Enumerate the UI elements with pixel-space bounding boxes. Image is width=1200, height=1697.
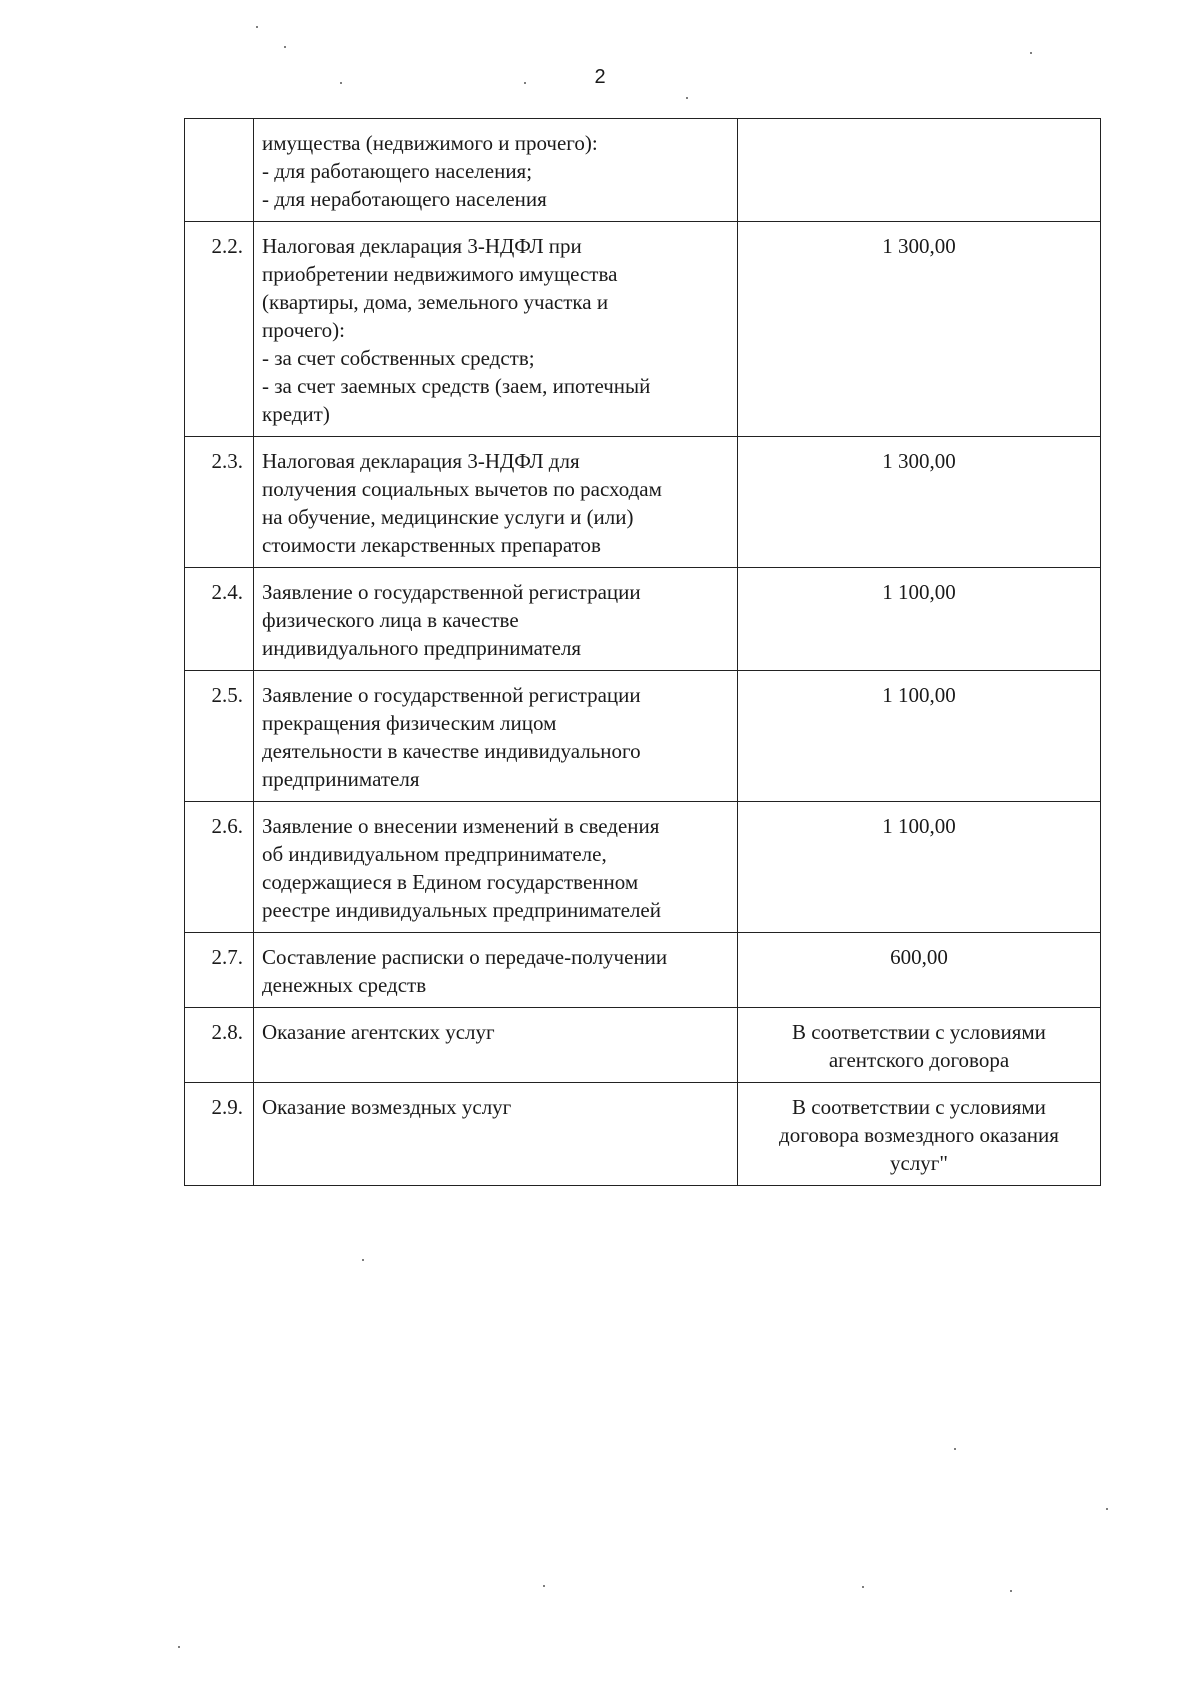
table-row [185, 802, 1101, 933]
row-number: 2.2. [185, 222, 254, 437]
scan-speck [1010, 1590, 1012, 1592]
row-number: 2.9. [185, 1083, 254, 1186]
service-description [254, 1008, 738, 1083]
table-row [185, 933, 1101, 1008]
service-price [738, 1008, 1101, 1083]
scan-speck [686, 97, 688, 99]
scan-speck [340, 82, 342, 84]
description-line: Заявление о государственной регистрации [262, 683, 641, 707]
table-row [185, 568, 1101, 671]
table-row [185, 119, 1101, 222]
row-number: 2.8. [185, 1008, 254, 1083]
scan-speck [862, 1586, 864, 1588]
price-line: 1 100,00 [882, 814, 956, 838]
service-price [738, 1083, 1101, 1186]
table-row [185, 437, 1101, 568]
price-line: 1 300,00 [882, 449, 956, 473]
service-price [738, 437, 1101, 568]
price-table-body [185, 119, 1101, 1186]
description-line: на обучение, медицинские услуги и (или) [262, 505, 634, 529]
table-row [185, 222, 1101, 437]
description-line: прекращения физическим лицом [262, 711, 557, 735]
price-line: В соответствии с условиями [792, 1095, 1046, 1119]
row-number: 2.3. [185, 437, 254, 568]
table-row [185, 1083, 1101, 1186]
description-line: Оказание возмездных услуг [262, 1095, 512, 1119]
row-number: 2.6. [185, 802, 254, 933]
row-number: 2.5. [185, 671, 254, 802]
description-line: приобретении недвижимого имущества [262, 262, 618, 286]
description-line: Налоговая декларация 3-НДФЛ для [262, 449, 580, 473]
service-price [738, 933, 1101, 1008]
description-line: Налоговая декларация 3-НДФЛ при [262, 234, 582, 258]
description-line: стоимости лекарственных препаратов [262, 533, 601, 557]
service-price [738, 222, 1101, 437]
description-line: содержащиеся в Едином государственном [262, 870, 639, 894]
scan-speck [178, 1646, 180, 1648]
scan-speck [954, 1448, 956, 1450]
scan-speck [1030, 52, 1032, 54]
price-line: агентского договора [828, 1048, 1010, 1072]
service-price [738, 671, 1101, 802]
description-line: имущества (недвижимого и прочего): [262, 131, 598, 155]
description-line: физического лица в качестве [262, 608, 519, 632]
description-line: прочего): [262, 318, 345, 342]
scan-speck [284, 46, 286, 48]
description-line: об индивидуальном предпринимателе, [262, 842, 607, 866]
service-description [254, 802, 738, 933]
description-line: получения социальных вычетов по расходам [262, 477, 662, 501]
price-line: договора возмездного оказания [779, 1123, 1059, 1147]
description-line: Заявление о внесении изменений в сведения [262, 814, 660, 838]
description-line: - за счет собственных средств; [262, 346, 535, 370]
description-line: Заявление о государственной регистрации [262, 580, 641, 604]
scan-speck [524, 82, 526, 84]
service-price [738, 802, 1101, 933]
row-number: 2.4. [185, 568, 254, 671]
description-line: денежных средств [262, 973, 427, 997]
price-line: 1 300,00 [882, 234, 956, 258]
row-number: 2.7. [185, 933, 254, 1008]
table-row [185, 671, 1101, 802]
scan-speck [1106, 1508, 1108, 1510]
description-line: кредит) [262, 402, 330, 426]
scan-speck [256, 26, 258, 28]
description-line: индивидуального предпринимателя [262, 636, 582, 660]
service-price [738, 119, 1101, 222]
service-description [254, 1083, 738, 1186]
scan-speck [543, 1585, 545, 1587]
service-description [254, 933, 738, 1008]
description-line: деятельности в качестве индивидуального [262, 739, 641, 763]
description-line: Составление расписки о передаче-получении [262, 945, 668, 969]
description-line: предпринимателя [262, 767, 420, 791]
service-description [254, 437, 738, 568]
service-description [254, 119, 738, 222]
description-line: - за счет заемных средств (заем, ипотечный [262, 374, 651, 398]
price-line: В соответствии с условиями [792, 1020, 1046, 1044]
description-line: - для неработающего населения [262, 187, 547, 211]
description-line: Оказание агентских услуг [262, 1020, 495, 1044]
scan-speck [362, 1259, 364, 1261]
price-line: услуг" [890, 1151, 948, 1175]
row-number [185, 119, 254, 222]
page-number: 2 [594, 66, 606, 88]
service-price [738, 568, 1101, 671]
price-line: 1 100,00 [882, 580, 956, 604]
price-line: 1 100,00 [882, 683, 956, 707]
service-description [254, 671, 738, 802]
description-line: (квартиры, дома, земельного участка и [262, 290, 609, 314]
description-line: реестре индивидуальных предпринимателей [262, 898, 661, 922]
table-row [185, 1008, 1101, 1083]
service-description [254, 568, 738, 671]
price-table [184, 118, 1101, 1186]
service-description [254, 222, 738, 437]
description-line: - для работающего населения; [262, 159, 533, 183]
price-line: 600,00 [890, 945, 948, 969]
